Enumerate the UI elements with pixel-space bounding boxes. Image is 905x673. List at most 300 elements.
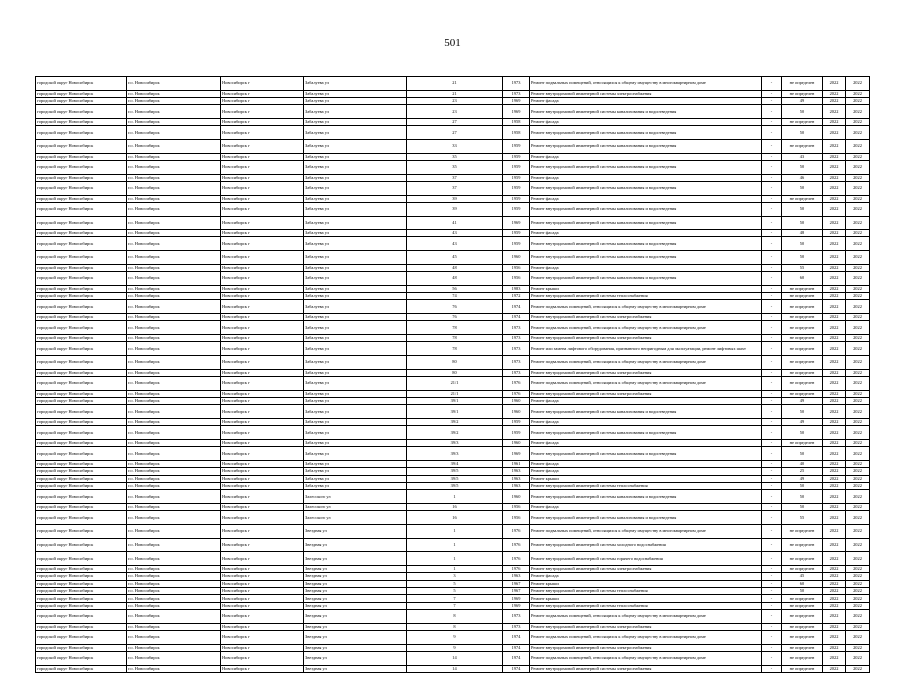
municipality-cell: городской округ Новосибирск xyxy=(36,77,127,91)
district-cell: г.о. Новосибирск xyxy=(127,652,221,666)
table-row xyxy=(36,475,870,482)
work-type-cell: Ремонт фасада xyxy=(530,397,762,404)
city-cell: Новосибирск г xyxy=(221,97,304,104)
cost-cell: не определен xyxy=(782,195,823,202)
house-cell: 78 xyxy=(407,335,503,342)
house-cell: 43 xyxy=(407,237,503,251)
city-cell: Новосибирск г xyxy=(221,285,304,292)
dash-cell: - xyxy=(762,118,782,125)
year-start-cell: 2022 xyxy=(823,153,846,160)
house-cell: 27 xyxy=(407,126,503,140)
city-cell: Новосибирск г xyxy=(221,272,304,286)
street-cell: Залесского ул xyxy=(304,511,407,525)
municipality-cell: городской округ Новосибирск xyxy=(36,475,127,482)
work-type-cell: Ремонт подвальных помещений, относящихся к общему имуществу в многоквартирном доме xyxy=(530,300,762,314)
year-end-cell: 2022 xyxy=(846,237,870,251)
district-cell: г.о. Новосибирск xyxy=(127,631,221,645)
district-cell: г.о. Новосибирск xyxy=(127,552,221,566)
dash-cell: - xyxy=(762,623,782,630)
dash-cell: - xyxy=(762,602,782,609)
year-start-cell: 2022 xyxy=(823,483,846,490)
street-cell: Забалуева ул xyxy=(304,376,407,390)
year-end-cell: 2022 xyxy=(846,90,870,97)
table-row xyxy=(36,504,870,511)
district-cell: г.о. Новосибирск xyxy=(127,538,221,552)
table-row xyxy=(36,216,870,230)
table-row xyxy=(36,552,870,566)
district-cell: г.о. Новосибирск xyxy=(127,160,221,174)
work-type-cell: Ремонт фасада xyxy=(530,118,762,125)
city-cell: Новосибирск г xyxy=(221,565,304,572)
city-cell: Новосибирск г xyxy=(221,475,304,482)
table-row xyxy=(36,174,870,181)
dash-cell: - xyxy=(762,153,782,160)
municipality-cell: городской округ Новосибирск xyxy=(36,610,127,624)
cost-cell: 50 xyxy=(782,105,823,119)
year-cell: 1963 xyxy=(503,483,530,490)
cost-cell: 45 xyxy=(782,573,823,580)
year-cell: 1959 xyxy=(503,195,530,202)
street-cell: Забалуева ул xyxy=(304,237,407,251)
cost-cell: не определен xyxy=(782,293,823,300)
house-cell: 76 xyxy=(407,300,503,314)
year-cell: 1973 xyxy=(503,369,530,376)
district-cell: г.о. Новосибирск xyxy=(127,321,221,335)
table-row xyxy=(36,631,870,645)
municipality-cell: городской округ Новосибирск xyxy=(36,342,127,356)
city-cell: Новосибирск г xyxy=(221,397,304,404)
district-cell: г.о. Новосибирск xyxy=(127,237,221,251)
year-cell: 1974 xyxy=(503,652,530,666)
table-row xyxy=(36,376,870,390)
dash-cell: - xyxy=(762,483,782,490)
work-type-cell: Ремонт внутридомовой инженерной системы электроснабжения xyxy=(530,644,762,651)
year-start-cell: 2022 xyxy=(823,652,846,666)
district-cell: г.о. Новосибирск xyxy=(127,369,221,376)
district-cell: г.о. Новосибирск xyxy=(127,565,221,572)
table-row xyxy=(36,90,870,97)
cost-cell: 55 xyxy=(782,264,823,271)
work-type-cell: Ремонт фасада xyxy=(530,439,762,446)
district-cell: г.о. Новосибирск xyxy=(127,580,221,587)
year-end-cell: 2022 xyxy=(846,97,870,104)
dash-cell: - xyxy=(762,342,782,356)
district-cell: г.о. Новосибирск xyxy=(127,181,221,195)
district-cell: г.о. Новосибирск xyxy=(127,504,221,511)
table-row xyxy=(36,644,870,651)
year-start-cell: 2022 xyxy=(823,468,846,475)
municipality-cell: городской округ Новосибирск xyxy=(36,418,127,425)
year-end-cell: 2022 xyxy=(846,105,870,119)
table-row xyxy=(36,97,870,104)
table-row xyxy=(36,390,870,397)
municipality-cell: городской округ Новосибирск xyxy=(36,652,127,666)
year-start-cell: 2022 xyxy=(823,525,846,539)
work-type-cell: Ремонт внутридомовой инженерной системы электроснабжения xyxy=(530,565,762,572)
cost-cell: 60 xyxy=(782,580,823,587)
year-start-cell: 2022 xyxy=(823,300,846,314)
cost-cell: 50 xyxy=(782,237,823,251)
cost-cell: не определен xyxy=(782,623,823,630)
work-type-cell: Ремонт фасада xyxy=(530,195,762,202)
municipality-cell: городской округ Новосибирск xyxy=(36,216,127,230)
municipality-cell: городской округ Новосибирск xyxy=(36,483,127,490)
house-cell: 16 xyxy=(407,504,503,511)
year-start-cell: 2022 xyxy=(823,460,846,467)
city-cell: Новосибирск г xyxy=(221,216,304,230)
dash-cell: - xyxy=(762,397,782,404)
year-end-cell: 2022 xyxy=(846,397,870,404)
district-cell: г.о. Новосибирск xyxy=(127,405,221,419)
municipality-cell: городской округ Новосибирск xyxy=(36,174,127,181)
year-end-cell: 2022 xyxy=(846,623,870,630)
municipality-cell: городской округ Новосибирск xyxy=(36,285,127,292)
work-type-cell: Ремонт фасада xyxy=(530,504,762,511)
work-type-cell: Ремонт подвальных помещений, относящихся к общему имуществу в многоквартирном доме xyxy=(530,77,762,91)
house-cell: 35 xyxy=(407,153,503,160)
city-cell: Новосибирск г xyxy=(221,160,304,174)
street-cell: Звездная ул xyxy=(304,644,407,651)
year-end-cell: 2022 xyxy=(846,251,870,265)
municipality-cell: городской округ Новосибирск xyxy=(36,251,127,265)
district-cell: г.о. Новосибирск xyxy=(127,602,221,609)
year-cell: 1959 xyxy=(503,202,530,216)
house-cell: 33 xyxy=(407,139,503,153)
work-type-cell: Ремонт подвальных помещений, относящихся к общему имуществу в многоквартирном доме xyxy=(530,321,762,335)
year-cell: 1969 xyxy=(503,97,530,104)
district-cell: г.о. Новосибирск xyxy=(127,483,221,490)
district-cell: г.о. Новосибирск xyxy=(127,397,221,404)
municipality-cell: городской округ Новосибирск xyxy=(36,525,127,539)
year-cell: 1956 xyxy=(503,272,530,286)
cost-cell: 49 xyxy=(782,475,823,482)
year-cell: 1961 xyxy=(503,460,530,467)
year-end-cell: 2022 xyxy=(846,174,870,181)
district-cell: г.о. Новосибирск xyxy=(127,475,221,482)
dash-cell: - xyxy=(762,139,782,153)
table-row xyxy=(36,126,870,140)
year-end-cell: 2022 xyxy=(846,511,870,525)
year-end-cell: 2022 xyxy=(846,439,870,446)
house-cell: 39/4 xyxy=(407,460,503,467)
house-cell: 39/1 xyxy=(407,397,503,404)
dash-cell: - xyxy=(762,90,782,97)
dash-cell: - xyxy=(762,580,782,587)
table-row xyxy=(36,602,870,609)
cost-cell: 50 xyxy=(782,504,823,511)
year-cell: 1960 xyxy=(503,251,530,265)
table-row xyxy=(36,652,870,666)
house-cell: 39 xyxy=(407,202,503,216)
year-start-cell: 2022 xyxy=(823,447,846,461)
year-cell: 1958 xyxy=(503,126,530,140)
district-cell: г.о. Новосибирск xyxy=(127,511,221,525)
municipality-cell: городской округ Новосибирск xyxy=(36,272,127,286)
work-type-cell: Ремонт внутридомовой инженерной системы канализования и водоотведения xyxy=(530,105,762,119)
year-cell: 1973 xyxy=(503,335,530,342)
city-cell: Новосибирск г xyxy=(221,538,304,552)
year-end-cell: 2022 xyxy=(846,460,870,467)
cost-cell: не определен xyxy=(782,552,823,566)
city-cell: Новосибирск г xyxy=(221,126,304,140)
cost-cell: не определен xyxy=(782,390,823,397)
house-cell: 39/3 xyxy=(407,447,503,461)
house-cell: 1 xyxy=(407,490,503,504)
city-cell: Новосибирск г xyxy=(221,335,304,342)
year-cell: 1969 xyxy=(503,105,530,119)
year-end-cell: 2022 xyxy=(846,293,870,300)
dash-cell: - xyxy=(762,285,782,292)
municipality-cell: городской округ Новосибирск xyxy=(36,195,127,202)
dash-cell: - xyxy=(762,426,782,440)
dash-cell: - xyxy=(762,369,782,376)
city-cell: Новосибирск г xyxy=(221,588,304,595)
cost-cell: 43 xyxy=(782,153,823,160)
municipality-cell: городской округ Новосибирск xyxy=(36,631,127,645)
house-cell: 56 xyxy=(407,285,503,292)
year-end-cell: 2022 xyxy=(846,573,870,580)
year-start-cell: 2022 xyxy=(823,623,846,630)
year-cell: 1959 xyxy=(503,181,530,195)
street-cell: Забалуева ул xyxy=(304,369,407,376)
street-cell: Забалуева ул xyxy=(304,468,407,475)
year-end-cell: 2022 xyxy=(846,356,870,370)
house-cell: 23 xyxy=(407,97,503,104)
house-cell: 39/1 xyxy=(407,405,503,419)
street-cell: Забалуева ул xyxy=(304,139,407,153)
municipality-cell: городской округ Новосибирск xyxy=(36,573,127,580)
district-cell: г.о. Новосибирск xyxy=(127,376,221,390)
cost-cell: 55 xyxy=(782,511,823,525)
work-type-cell: Ремонт внутридомовой инженерной системы электроснабжения xyxy=(530,335,762,342)
work-type-cell: Ремонт внутридомовой инженерной системы канализования и водоотведения xyxy=(530,447,762,461)
dash-cell: - xyxy=(762,376,782,390)
cost-cell: 50 xyxy=(782,426,823,440)
district-cell: г.о. Новосибирск xyxy=(127,623,221,630)
work-type-cell: Ремонт крыши xyxy=(530,580,762,587)
year-cell: 1959 xyxy=(503,418,530,425)
street-cell: Забалуева ул xyxy=(304,126,407,140)
year-cell: 1974 xyxy=(503,665,530,672)
year-cell: 1956 xyxy=(503,264,530,271)
year-cell: 1973 xyxy=(503,90,530,97)
year-end-cell: 2022 xyxy=(846,588,870,595)
dash-cell: - xyxy=(762,230,782,237)
table-row xyxy=(36,369,870,376)
cost-cell: 50 xyxy=(782,483,823,490)
municipality-cell: городской округ Новосибирск xyxy=(36,230,127,237)
city-cell: Новосибирск г xyxy=(221,293,304,300)
year-end-cell: 2022 xyxy=(846,216,870,230)
municipality-cell: городской округ Новосибирск xyxy=(36,90,127,97)
street-cell: Забалуева ул xyxy=(304,105,407,119)
city-cell: Новосибирск г xyxy=(221,195,304,202)
work-type-cell: Ремонт внутридомовой инженерной системы канализования и водоотведения xyxy=(530,426,762,440)
dash-cell: - xyxy=(762,195,782,202)
table-row xyxy=(36,237,870,251)
year-start-cell: 2022 xyxy=(823,511,846,525)
house-cell: 9 xyxy=(407,644,503,651)
work-type-cell: Ремонт внутридомовой инженерной системы теплоснабжения xyxy=(530,293,762,300)
dash-cell: - xyxy=(762,314,782,321)
city-cell: Новосибирск г xyxy=(221,300,304,314)
city-cell: Новосибирск г xyxy=(221,580,304,587)
table-row xyxy=(36,321,870,335)
cost-cell: не определен xyxy=(782,525,823,539)
cost-cell: 50 xyxy=(782,202,823,216)
house-cell: 78 xyxy=(407,342,503,356)
street-cell: Забалуева ул xyxy=(304,174,407,181)
city-cell: Новосибирск г xyxy=(221,230,304,237)
table-row xyxy=(36,405,870,419)
dash-cell: - xyxy=(762,490,782,504)
cost-cell: 50 xyxy=(782,126,823,140)
municipality-cell: городской округ Новосибирск xyxy=(36,405,127,419)
cost-cell: не определен xyxy=(782,77,823,91)
table-row xyxy=(36,538,870,552)
city-cell: Новосибирск г xyxy=(221,525,304,539)
cost-cell: 25 xyxy=(782,468,823,475)
street-cell: Залесского ул xyxy=(304,490,407,504)
district-cell: г.о. Новосибирск xyxy=(127,314,221,321)
year-start-cell: 2022 xyxy=(823,174,846,181)
year-start-cell: 2022 xyxy=(823,369,846,376)
year-start-cell: 2022 xyxy=(823,602,846,609)
year-cell: 1976 xyxy=(503,552,530,566)
city-cell: Новосибирск г xyxy=(221,90,304,97)
work-type-cell: Ремонт подвальных помещений, относящихся к общему имуществу в многоквартирном доме xyxy=(530,652,762,666)
cost-cell: не определен xyxy=(782,356,823,370)
city-cell: Новосибирск г xyxy=(221,511,304,525)
dash-cell: - xyxy=(762,251,782,265)
year-end-cell: 2022 xyxy=(846,118,870,125)
work-type-cell: Ремонт крыши xyxy=(530,475,762,482)
work-type-cell: Ремонт внутридомовой инженерной системы канализования и водоотведения xyxy=(530,202,762,216)
street-cell: Забалуева ул xyxy=(304,418,407,425)
work-type-cell: Ремонт подвальных помещений, относящихся к общему имуществу в многоквартирном доме xyxy=(530,356,762,370)
table-row xyxy=(36,573,870,580)
city-cell: Новосибирск г xyxy=(221,356,304,370)
year-end-cell: 2022 xyxy=(846,369,870,376)
year-end-cell: 2022 xyxy=(846,181,870,195)
cost-cell: не определен xyxy=(782,610,823,624)
year-cell: 1967 xyxy=(503,588,530,595)
year-cell: 1963 xyxy=(503,468,530,475)
municipality-cell: городской округ Новосибирск xyxy=(36,264,127,271)
cost-cell: 50 xyxy=(782,181,823,195)
district-cell: г.о. Новосибирск xyxy=(127,118,221,125)
year-start-cell: 2022 xyxy=(823,202,846,216)
dash-cell: - xyxy=(762,511,782,525)
work-type-cell: Ремонт фасада xyxy=(530,460,762,467)
page-number: 501 xyxy=(444,37,461,49)
year-cell: 1956 xyxy=(503,511,530,525)
table-row xyxy=(36,418,870,425)
house-cell: 5 xyxy=(407,580,503,587)
city-cell: Новосибирск г xyxy=(221,418,304,425)
work-type-cell: Ремонт или замена лифтового оборудования, признанного непригодным для эксплуатации, ремонт лифтовых шахт xyxy=(530,342,762,356)
table-row xyxy=(36,483,870,490)
house-cell: 21 xyxy=(407,77,503,91)
year-cell: 1959 xyxy=(503,230,530,237)
cost-cell: 49 xyxy=(782,397,823,404)
cost-cell: не определен xyxy=(782,652,823,666)
year-cell: 1976 xyxy=(503,390,530,397)
work-type-cell: Ремонт внутридомовой инженерной системы канализования и водоотведения xyxy=(530,181,762,195)
house-cell: 3 xyxy=(407,573,503,580)
dash-cell: - xyxy=(762,588,782,595)
street-cell: Звездная ул xyxy=(304,538,407,552)
city-cell: Новосибирск г xyxy=(221,251,304,265)
dash-cell: - xyxy=(762,216,782,230)
year-cell: 1969 xyxy=(503,447,530,461)
municipality-cell: городской округ Новосибирск xyxy=(36,321,127,335)
street-cell: Забалуева ул xyxy=(304,216,407,230)
year-start-cell: 2022 xyxy=(823,390,846,397)
year-cell: 1959 xyxy=(503,237,530,251)
year-start-cell: 2022 xyxy=(823,376,846,390)
dash-cell: - xyxy=(762,460,782,467)
house-cell: 48 xyxy=(407,272,503,286)
dash-cell: - xyxy=(762,468,782,475)
street-cell: Звездная ул xyxy=(304,602,407,609)
work-type-cell: Ремонт подвальных помещений, относящихся к общему имуществу в многоквартирном доме xyxy=(530,631,762,645)
municipality-cell: городской округ Новосибирск xyxy=(36,580,127,587)
dash-cell: - xyxy=(762,573,782,580)
street-cell: Забалуева ул xyxy=(304,195,407,202)
year-start-cell: 2022 xyxy=(823,644,846,651)
year-end-cell: 2022 xyxy=(846,490,870,504)
cost-cell: 48 xyxy=(782,230,823,237)
district-cell: г.о. Новосибирск xyxy=(127,300,221,314)
work-type-cell: Ремонт внутридомовой инженерной системы теплоснабжения xyxy=(530,602,762,609)
cost-cell: не определен xyxy=(782,602,823,609)
year-end-cell: 2022 xyxy=(846,321,870,335)
year-end-cell: 2022 xyxy=(846,264,870,271)
cost-cell: 46 xyxy=(782,174,823,181)
city-cell: Новосибирск г xyxy=(221,631,304,645)
district-cell: г.о. Новосибирск xyxy=(127,573,221,580)
municipality-cell: городской округ Новосибирск xyxy=(36,595,127,602)
municipality-cell: городской округ Новосибирск xyxy=(36,202,127,216)
year-start-cell: 2022 xyxy=(823,139,846,153)
street-cell: Забалуева ул xyxy=(304,300,407,314)
year-start-cell: 2022 xyxy=(823,631,846,645)
table-row xyxy=(36,153,870,160)
work-type-cell: Ремонт внутридомовой инженерной системы электроснабжения xyxy=(530,90,762,97)
house-cell: 39 xyxy=(407,195,503,202)
municipality-cell: городской округ Новосибирск xyxy=(36,237,127,251)
year-cell: 1974 xyxy=(503,644,530,651)
house-cell: 9 xyxy=(407,631,503,645)
year-start-cell: 2022 xyxy=(823,490,846,504)
work-type-cell: Ремонт крыши xyxy=(530,595,762,602)
cost-cell: не определен xyxy=(782,335,823,342)
dash-cell: - xyxy=(762,665,782,672)
work-type-cell: Ремонт фасада xyxy=(530,573,762,580)
district-cell: г.о. Новосибирск xyxy=(127,644,221,651)
table-row xyxy=(36,335,870,342)
cost-cell: 49 xyxy=(782,97,823,104)
municipality-cell: городской округ Новосибирск xyxy=(36,565,127,572)
table-row xyxy=(36,565,870,572)
table-row xyxy=(36,181,870,195)
year-start-cell: 2022 xyxy=(823,105,846,119)
year-end-cell: 2022 xyxy=(846,475,870,482)
dash-cell: - xyxy=(762,610,782,624)
street-cell: Забалуева ул xyxy=(304,405,407,419)
year-start-cell: 2022 xyxy=(823,97,846,104)
